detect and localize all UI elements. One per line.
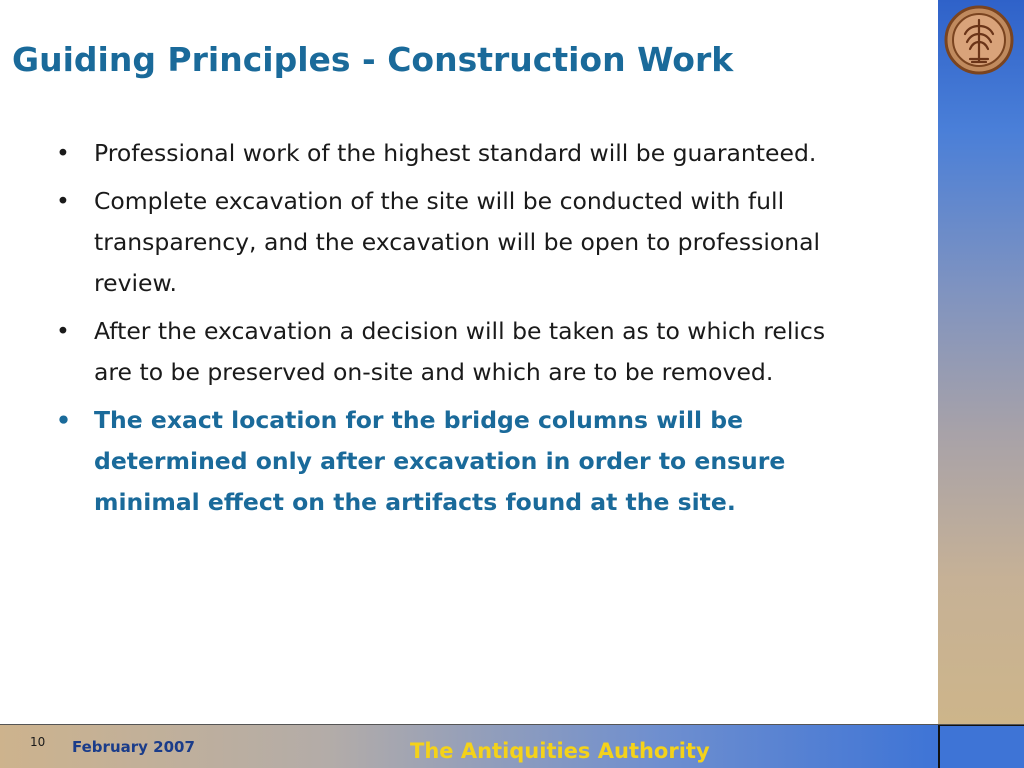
footer-date: February 2007 [72,738,195,756]
footer-corner-box [938,724,1024,768]
bullet-list [54,133,854,530]
bullet-text: Complete excavation of the site will be conducted with full transparency, and the excavation will be open to professional review. [94,187,821,297]
bullet-marker: • [56,317,70,345]
footer-divider [0,724,1024,725]
bullet-text: After the excavation a decision will be taken as to which relics are to be preserved on-site and which are to be removed. [94,317,826,386]
footer-organization: The Antiquities Authority [410,739,710,763]
bullet-marker: • [56,139,70,167]
right-decorative-band [938,0,1024,724]
page-number: 10 [30,735,46,749]
bullet-item-emphasized [54,400,854,523]
bullet-item [54,133,854,174]
bullet-item [54,311,854,393]
bullet-text: Professional work of the highest standard will be guaranteed. [94,139,817,167]
page-title: Guiding Principles - Construction Work [12,40,734,79]
antiquities-authority-logo-icon [943,4,1015,76]
bullet-item [54,181,854,304]
bullet-marker: • [56,187,70,215]
bullet-marker: • [56,406,72,434]
bullet-text: The exact location for the bridge columns will be determined only after excavation in order to ensure minimal effect on the artifacts found at the site. [94,406,786,516]
